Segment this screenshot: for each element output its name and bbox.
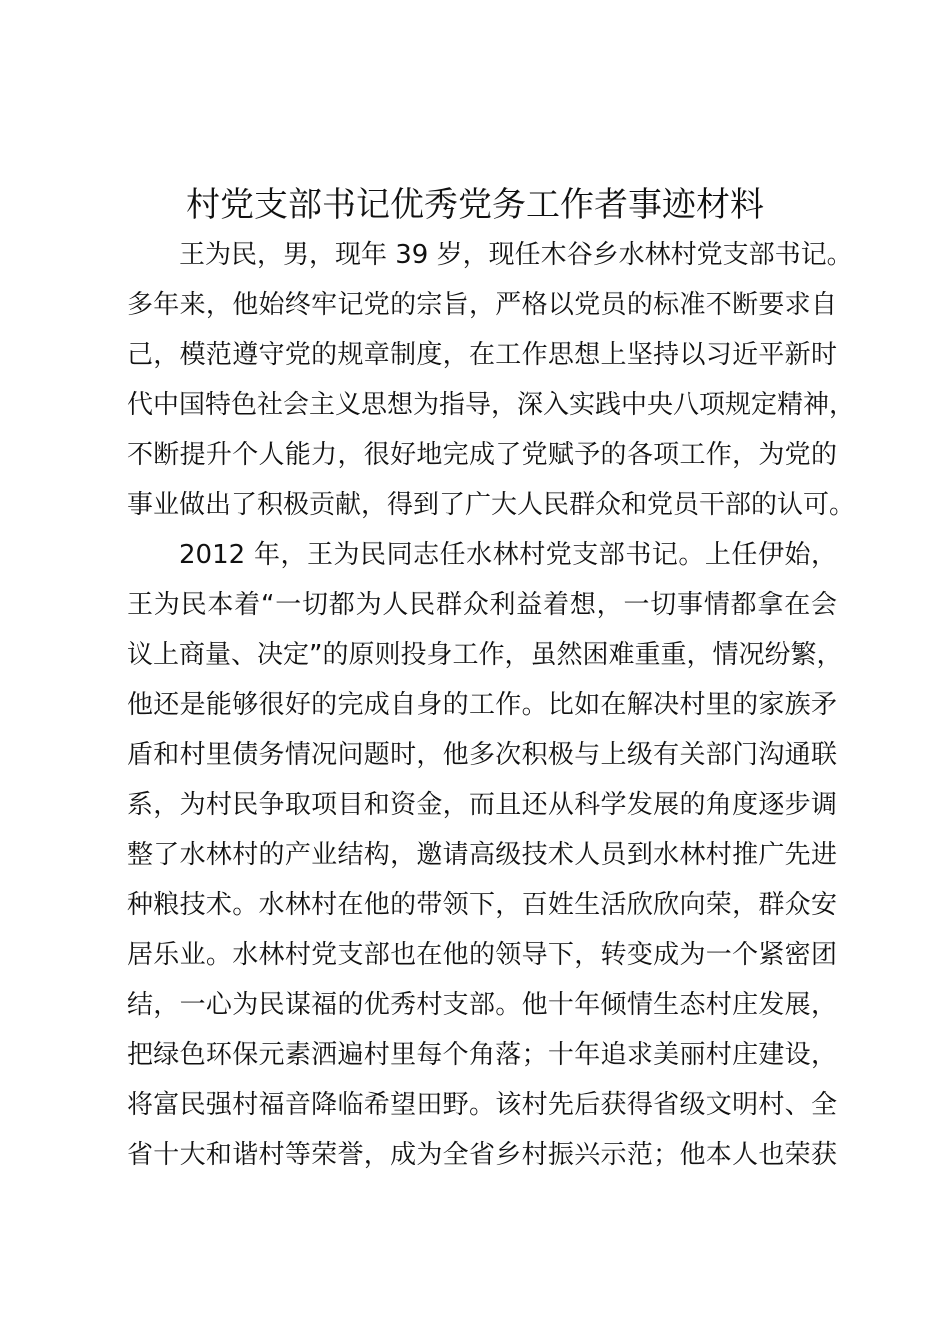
- text-line: 2012 年，王为民同志任水林村党支部书记。上任伊始，: [179, 540, 837, 570]
- text-line: 己，模范遵守党的规章制度，在工作思想上坚持以习近平新时: [127, 340, 837, 370]
- text-line: 事业做出了积极贡献，得到了广大人民群众和党员干部的认可。: [127, 490, 856, 520]
- document-title: 村党支部书记优秀党务工作者事迹材料: [186, 185, 764, 225]
- text-line: 将富民强村福音降临希望田野。该村先后获得省级文明村、全: [127, 1090, 837, 1120]
- text-line: 王为民本着“一切都为人民群众利益着想，一切事情都拿在会: [127, 590, 837, 620]
- text-line: 不断提升个人能力，很好地完成了党赋予的各项工作，为党的: [127, 440, 837, 470]
- text-line: 省十大和谐村等荣誉，成为全省乡村振兴示范；他本人也荣获: [127, 1140, 837, 1170]
- text-line: 代中国特色社会主义思想为指导，深入实践中央八项规定精神，: [127, 390, 856, 420]
- text-line: 居乐业。水林村党支部也在他的领导下，转变成为一个紧密团: [127, 940, 837, 970]
- paragraph-2: [127, 530, 843, 1180]
- text-line: 整了水林村的产业结构，邀请高级技术人员到水林村推广先进: [127, 840, 837, 870]
- text-line: 结，一心为民谋福的优秀村支部。他十年倾情生态村庄发展，: [127, 990, 837, 1020]
- document-body: [127, 230, 856, 1180]
- text-line: 把绿色环保元素洒遍村里每个角落；十年追求美丽村庄建设，: [127, 1040, 837, 1070]
- text-line: 种粮技术。水林村在他的带领下，百姓生活欣欣向荣，群众安: [127, 890, 837, 920]
- text-line: 多年来，他始终牢记党的宗旨，严格以党员的标准不断要求自: [127, 290, 837, 320]
- text-line: 他还是能够很好的完成自身的工作。比如在解决村里的家族矛: [127, 690, 837, 720]
- text-line: 盾和村里债务情况问题时，他多次积极与上级有关部门沟通联: [127, 740, 837, 770]
- text-line: 系，为村民争取项目和资金，而且还从科学发展的角度逐步调: [127, 790, 837, 820]
- text-line: 王为民，男，现年 39 岁，现任木谷乡水林村党支部书记。: [179, 240, 853, 270]
- text-line: 议上商量、决定”的原则投身工作，虽然困难重重，情况纷繁，: [127, 640, 843, 670]
- paragraph-1: [127, 230, 856, 530]
